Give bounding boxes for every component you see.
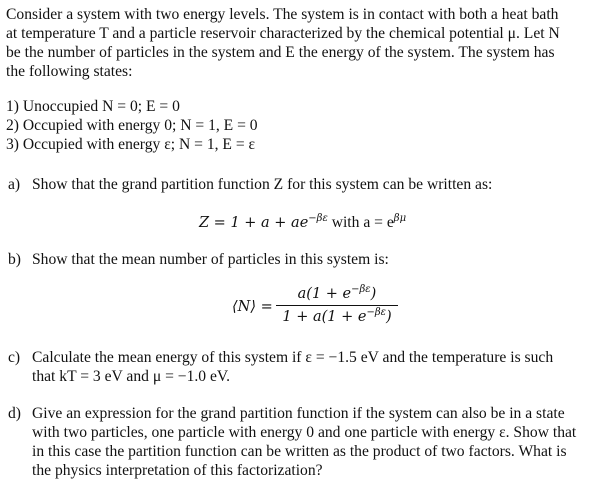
part-d-label: d) (8, 405, 21, 422)
mean-n-fraction (276, 285, 398, 326)
part-c-line-1: Calculate the mean energy of this system if ε = −1.5 eV and the temperature is such (32, 349, 554, 366)
fraction-bar (276, 305, 398, 306)
part-b-text: Show that the mean number of particles in this system is: (32, 251, 389, 268)
fraction-denominator (276, 308, 398, 326)
state-2: 2) Occupied with energy 0; N = 1, E = 0 (6, 117, 258, 134)
part-d-line-4: the physics interpretation of this factorization? (32, 462, 323, 479)
equation-z: Z = 1 + a + ae (199, 215, 309, 231)
part-d-line-1: Give an expression for the grand partition function if the system can also be in a state (32, 405, 565, 422)
equation-a-exponent: βμ (393, 213, 407, 224)
part-c-line-2: that kT = 3 eV and μ = −1.0 eV. (32, 368, 231, 385)
numerator-close: ) (370, 286, 377, 302)
part-d-line-2: with two particles, one particle with energy 0 and one particle with energy ε. Show that (32, 424, 577, 441)
equation-z-exponent: −βε (308, 213, 328, 224)
state-1: 1) Unoccupied N = 0; E = 0 (6, 98, 180, 115)
part-a-equation (199, 214, 406, 232)
part-d-line-3: in this case the partition function can be written as the product of two factors. What is (32, 443, 567, 460)
fraction-numerator (276, 285, 398, 303)
numerator-base: a(1 + e (297, 286, 352, 302)
intro-line-1: Consider a system with two energy levels. The system is in contact with both a heat bath (6, 6, 559, 23)
part-a-label: a) (8, 176, 21, 193)
intro-line-2: at temperature T and a particle reservoir characterized by the chemical potential μ. Let N (6, 25, 560, 42)
intro-line-3: be the number of particles in the system and E the energy of the system. The system has (6, 44, 555, 61)
mean-n-lhs: ⟨N⟩ = (232, 299, 273, 315)
denominator-exponent: −βε (366, 307, 386, 318)
denominator-close: ) (385, 309, 392, 325)
denominator-base: 1 + a(1 + e (282, 309, 367, 325)
part-a-text: Show that the grand partition function Z for this system can be written as: (32, 176, 493, 193)
intro-line-4: the following states: (6, 63, 133, 80)
equation-with: with a = e (327, 214, 394, 231)
part-b-label: b) (8, 251, 21, 268)
part-c-label: c) (8, 349, 21, 366)
numerator-exponent: −βε (351, 284, 371, 295)
state-3: 3) Occupied with energy ε; N = 1, E = ε (6, 136, 256, 153)
